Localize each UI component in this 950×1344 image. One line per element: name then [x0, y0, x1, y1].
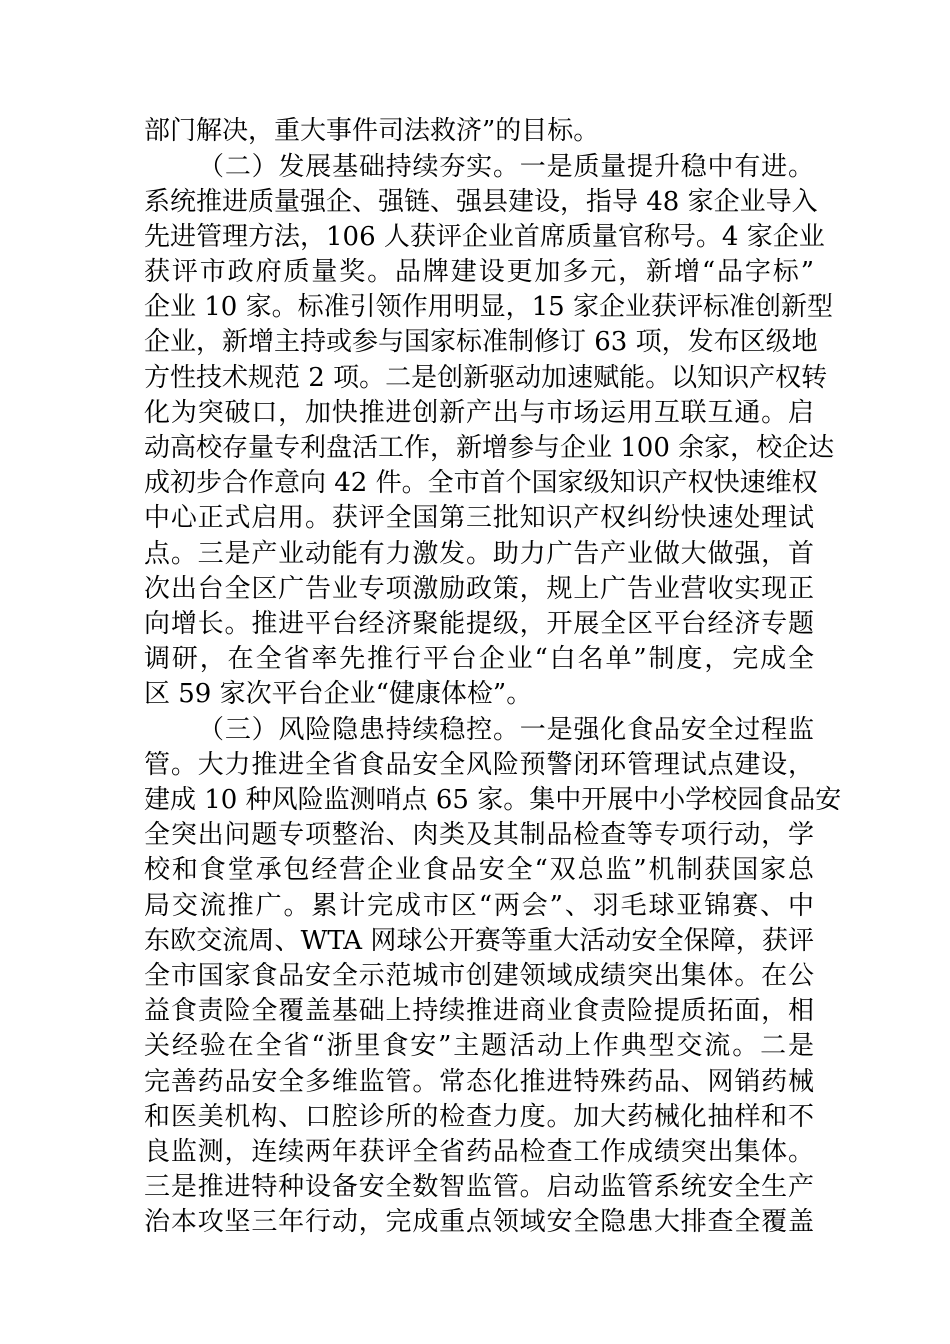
paragraph-line: 治本攻坚三年行动，完成重点领域安全隐患大排查全覆盖: [144, 1207, 814, 1237]
paragraph-line: 良监测，连续两年获评全省药品检查工作成绩突出集体。: [144, 1137, 814, 1167]
paragraph-line: 企业 10 家。标准引领作用明显，15 家企业获评标准创新型: [144, 292, 833, 322]
paragraph-line: （二）发展基础持续夯实。一是质量提升稳中有进。: [198, 152, 814, 182]
paragraph-line: 化为突破口，加快推进创新产出与市场运用互联互通。启: [144, 398, 814, 428]
paragraph-line: （三）风险隐患持续稳控。一是强化食品安全过程监: [198, 715, 814, 745]
paragraph-line: 部门解决，重大事件司法救济”的目标。: [144, 116, 600, 146]
paragraph-line: 校和食堂承包经营企业食品安全“双总监”机制获国家总: [144, 855, 814, 885]
paragraph-line: 成初步合作意向 42 件。全市首个国家级知识产权快速维权: [144, 468, 818, 498]
paragraph-line: 东欧交流周、WTA 网球公开赛等重大活动安全保障，获评: [144, 926, 814, 956]
paragraph-line: 方性技术规范 2 项。二是创新驱动加速赋能。以知识产权转: [144, 363, 828, 393]
paragraph-line: 区 59 家次平台企业“健康体检”。: [144, 679, 533, 709]
paragraph-line: 向增长。推进平台经济聚能提级，开展全区平台经济专题: [144, 609, 814, 639]
paragraph-line: 调研，在全省率先推行平台企业“白名单”制度，完成全: [144, 644, 814, 674]
paragraph-line: 管。大力推进全省食品安全风险预警闭环管理试点建设，: [144, 750, 814, 780]
paragraph-line: 局交流推广。累计完成市区“两会”、羽毛球亚锦赛、中: [144, 891, 814, 921]
paragraph-line: 关经验在全省“浙里食安”主题活动上作典型交流。二是: [144, 1031, 814, 1061]
paragraph-line: 建成 10 种风险监测哨点 65 家。集中开展中小学校园食品安: [144, 785, 842, 815]
paragraph-line: 企业，新增主持或参与国家标准制修订 63 项，发布区级地: [144, 327, 818, 357]
paragraph-line: 次出台全区广告业专项激励政策，规上广告业营收实现正: [144, 574, 814, 604]
paragraph-line: 全市国家食品安全示范城市创建领域成绩突出集体。在公: [144, 961, 814, 991]
paragraph-line: 系统推进质量强企、强链、强县建设，指导 48 家企业导入: [144, 187, 818, 217]
paragraph-line: 完善药品安全多维监管。常态化推进特殊药品、网销药械: [144, 1067, 814, 1097]
paragraph-line: 获评市政府质量奖。品牌建设更加多元，新增“品字标”: [144, 257, 814, 287]
paragraph-line: 全突出问题专项整治、肉类及其制品检查等专项行动，学: [144, 820, 814, 850]
paragraph-line: 先进管理方法，106 人获评企业首席质量官称号。4 家企业: [144, 222, 825, 252]
paragraph-line: 中心正式启用。获评全国第三批知识产权纠纷快速处理试: [144, 503, 814, 533]
paragraph-line: 点。三是产业动能有力激发。助力广告产业做大做强，首: [144, 539, 814, 569]
paragraph-line: 动高校存量专利盘活工作，新增参与企业 100 余家，校企达: [144, 433, 835, 463]
paragraph-line: 益食责险全覆盖基础上持续推进商业食责险提质拓面，相: [144, 996, 814, 1026]
paragraph-line: 和医美机构、口腔诊所的检查力度。加大药械化抽样和不: [144, 1102, 814, 1132]
paragraph-line: 三是推进特种设备安全数智监管。启动监管系统安全生产: [144, 1172, 814, 1202]
